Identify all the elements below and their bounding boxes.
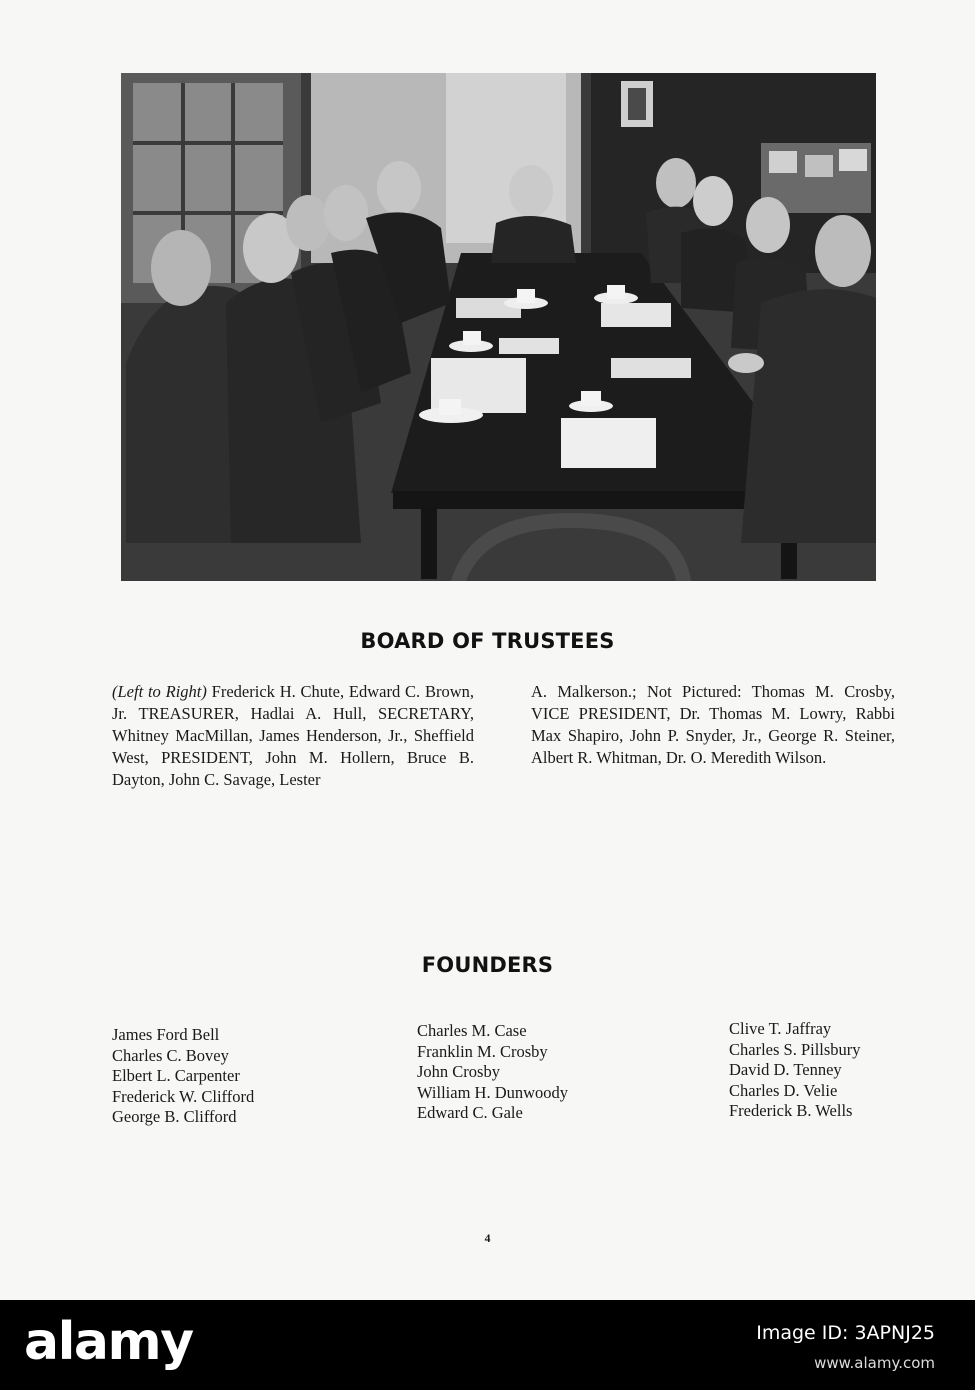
founders-column-1	[112, 1025, 254, 1128]
trustees-caption-right	[531, 681, 895, 769]
founder-name: John Crosby	[417, 1062, 500, 1081]
founder-name: William H. Dunwoody	[417, 1082, 569, 1102]
founder-name: Charles M. Case	[417, 1021, 527, 1040]
site-url: www.alamy.com	[814, 1354, 935, 1372]
trustees-caption-left	[112, 681, 474, 791]
founder-name: Frederick B. Wells	[729, 1101, 853, 1120]
founder-name: Charles S. Pillsbury	[729, 1039, 861, 1059]
founder-name: Clive T. Jaffray	[729, 1019, 832, 1038]
trustees-names-right: A. Malkerson.; Not Pictured: Thomas M. Crosby, VICE PRESIDENT, Dr. Thomas M. Lowry, Rabbi Max Shapiro, John P. Snyder, Jr., George R. Steiner, Albert R. Whitman, Dr. O. Meredith Wilson.	[531, 682, 895, 767]
caption-direction-note: (Left to Right)	[112, 682, 207, 701]
founder-name: Frederick W. Clifford	[112, 1086, 255, 1106]
founder-name: Charles D. Velie	[729, 1080, 838, 1100]
founder-name: Edward C. Gale	[417, 1103, 523, 1122]
page-number: 4	[484, 1231, 491, 1245]
founders-heading: FOUNDERS	[421, 953, 554, 977]
stock-footer-bar	[0, 1300, 975, 1390]
founders-column-2	[417, 1021, 568, 1124]
image-id-label: Image ID: 3APNJ25	[756, 1322, 935, 1344]
founder-name: David D. Tenney	[729, 1060, 842, 1079]
founder-name: Charles C. Bovey	[112, 1045, 229, 1065]
founder-name: Franklin M. Crosby	[417, 1041, 548, 1061]
trustees-names-left: Frederick H. Chute, Edward C. Brown, Jr. TREASURER, Hadlai A. Hull, SECRETARY, Whitney MacMillan, James Henderson, Jr., Sheffield West, PRESIDENT, John M. Hollern, Bruce B. Dayton, John C. Savage, Lester	[112, 682, 474, 789]
founder-name: Elbert L. Carpenter	[112, 1066, 240, 1085]
board-meeting-photo	[121, 73, 876, 581]
founders-column-3	[729, 1019, 861, 1122]
founder-name: George B. Clifford	[112, 1107, 237, 1126]
founder-name: James Ford Bell	[112, 1025, 220, 1044]
board-of-trustees-heading: BOARD OF TRUSTEES	[360, 629, 615, 653]
alamy-logo: alamy	[24, 1312, 193, 1372]
photo-illustration	[121, 73, 876, 581]
